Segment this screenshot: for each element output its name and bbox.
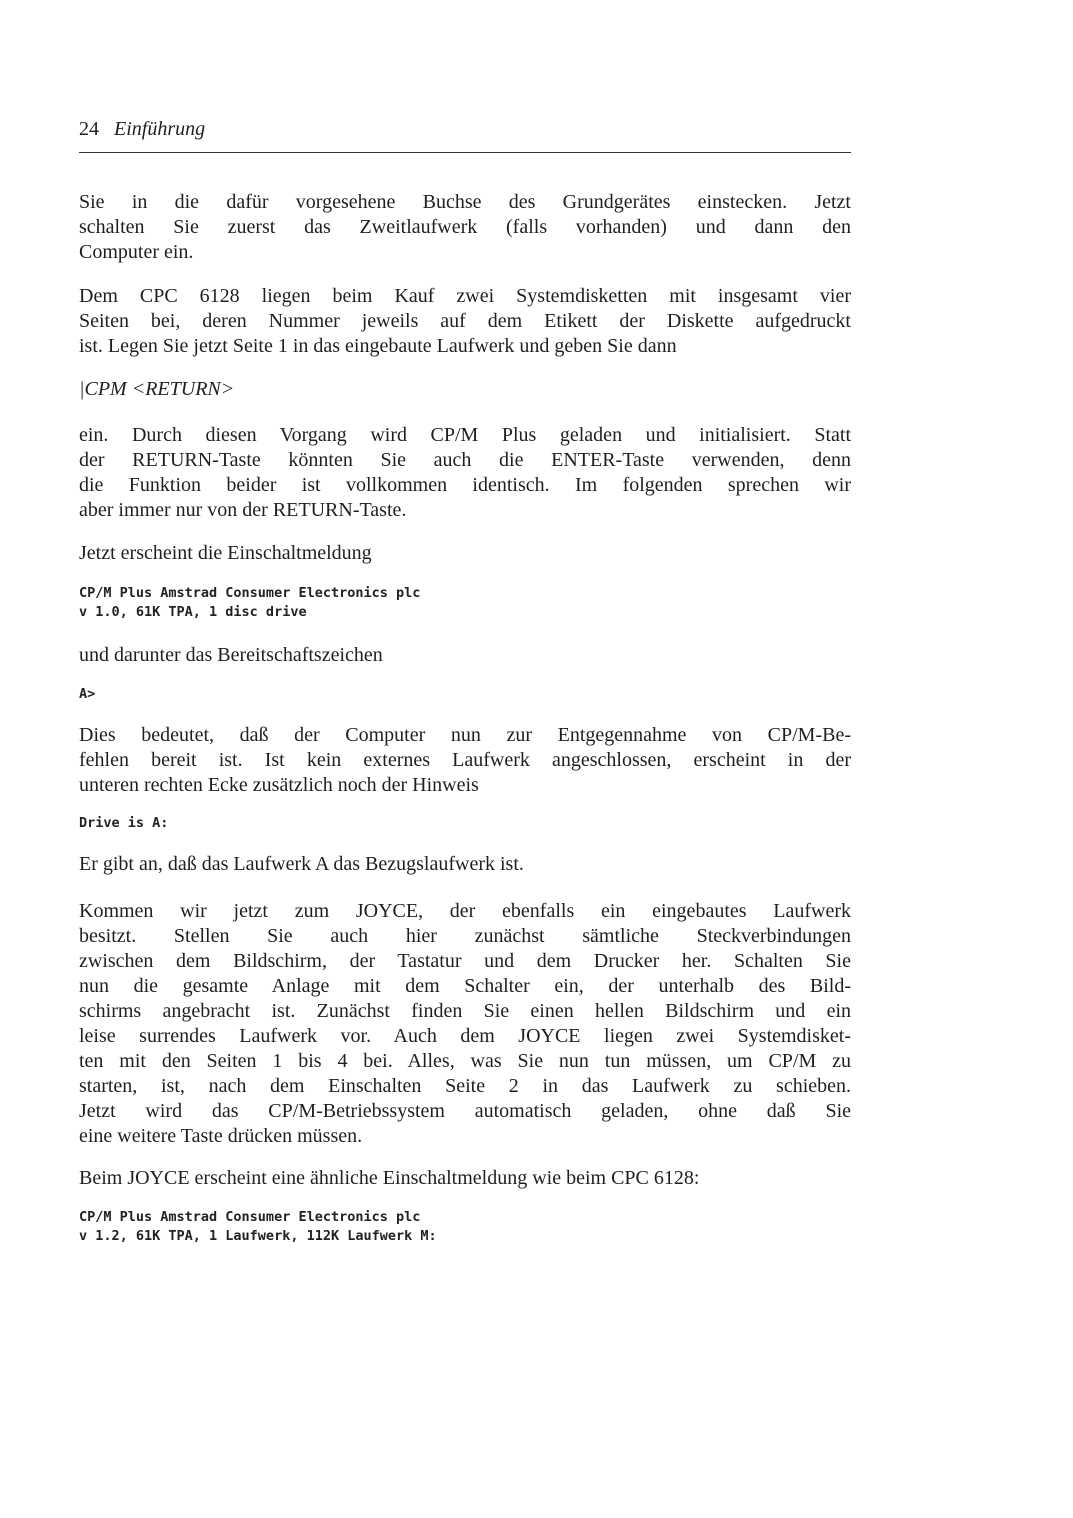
text-line: besitzt. Stellen Sie auch hier zunächst sämtliche Steckverbindungen [79, 925, 851, 947]
text-line: die Funktion beider ist vollkommen identisch. Im folgenden sprechen wir [79, 474, 851, 496]
text-line: Computer ein. [79, 241, 194, 263]
text-line: ten mit den Seiten 1 bis 4 bei. Alles, was Sie nun tun müssen, um CP/M zu [79, 1050, 851, 1072]
paragraph-7 [79, 852, 851, 877]
text-line: Beim JOYCE erscheint eine ähnliche Einschaltmeldung wie beim CPC 6128: [79, 1167, 700, 1189]
text-line: ein. Durch diesen Vorgang wird CP/M Plus geladen und initialisiert. Statt [79, 424, 851, 446]
page-number: 24 [79, 118, 99, 140]
text-line: schirms angebracht ist. Zunächst finden Sie einen hellen Bildschirm und ein [79, 1000, 851, 1022]
prompt-output: A> [79, 686, 96, 702]
text-line: ist. Legen Sie jetzt Seite 1 in das eingebaute Laufwerk und geben Sie dann [79, 335, 677, 357]
text-line: Dem CPC 6128 liegen beim Kauf zwei Systemdisketten mit insgesamt vier [79, 285, 851, 307]
paragraph-9 [79, 1166, 851, 1191]
screen-output-joyce [79, 1208, 437, 1246]
paragraph-3 [79, 423, 851, 523]
text-line: nun die gesamte Anlage mit dem Schalter ein, der unterhalb des Bild- [79, 975, 851, 997]
command-example: |CPM <RETURN> [79, 378, 235, 400]
text-line: leise surrendes Laufwerk vor. Auch dem JOYCE liegen zwei Systemdisket- [79, 1025, 851, 1047]
running-header [79, 118, 851, 141]
paragraph-5 [79, 643, 851, 668]
text-line: Sie in die dafür vorgesehene Buchse des Grundgerätes einstecken. Jetzt [79, 191, 851, 213]
text-line: Seiten bei, deren Nummer jeweils auf dem Etikett der Diskette aufgedruckt [79, 310, 851, 332]
text-line: Kommen wir jetzt zum JOYCE, der ebenfalls ein eingebautes Laufwerk [79, 900, 851, 922]
text-line: Jetzt wird das CP/M-Betriebssystem automatisch geladen, ohne daß Sie [79, 1100, 851, 1122]
paragraph-6 [79, 723, 851, 798]
text-line: der RETURN-Taste könnten Sie auch die ENTER-Taste verwenden, denn [79, 449, 851, 471]
screen-line: CP/M Plus Amstrad Consumer Electronics plc [79, 585, 421, 601]
text-line: starten, ist, nach dem Einschalten Seite 2 in das Laufwerk zu schieben. [79, 1075, 851, 1097]
paragraph-1 [79, 190, 851, 265]
header-rule [79, 152, 851, 153]
text-line: Dies bedeutet, daß der Computer nun zur Entgegennahme von CP/M-Be- [79, 724, 851, 746]
paragraph-8 [79, 899, 851, 1149]
text-line: und darunter das Bereitschaftszeichen [79, 644, 383, 666]
screen-line: CP/M Plus Amstrad Consumer Electronics plc [79, 1209, 421, 1225]
text-line: zwischen dem Bildschirm, der Tastatur und dem Drucker her. Schalten Sie [79, 950, 851, 972]
chapter-title: Einführung [114, 118, 206, 140]
screen-output-cpc [79, 584, 420, 622]
screen-line: v 1.0, 61K TPA, 1 disc drive [79, 604, 307, 620]
text-line: aber immer nur von der RETURN-Taste. [79, 499, 407, 521]
drive-notice-output: Drive is A: [79, 815, 169, 831]
text-line: eine weitere Taste drücken müssen. [79, 1125, 363, 1147]
paragraph-4 [79, 541, 851, 566]
screen-line: v 1.2, 61K TPA, 1 Laufwerk, 112K Laufwerk M: [79, 1228, 437, 1244]
paragraph-2 [79, 284, 851, 359]
text-line: Er gibt an, daß das Laufwerk A das Bezugslaufwerk ist. [79, 853, 524, 875]
text-line: unteren rechten Ecke zusätzlich noch der Hinweis [79, 774, 479, 796]
text-line: fehlen bereit ist. Ist kein externes Laufwerk angeschlossen, erscheint in der [79, 749, 851, 771]
text-line: Jetzt erscheint die Einschaltmeldung [79, 542, 372, 564]
text-line: schalten Sie zuerst das Zweitlaufwerk (falls vorhanden) und dann den [79, 216, 851, 238]
